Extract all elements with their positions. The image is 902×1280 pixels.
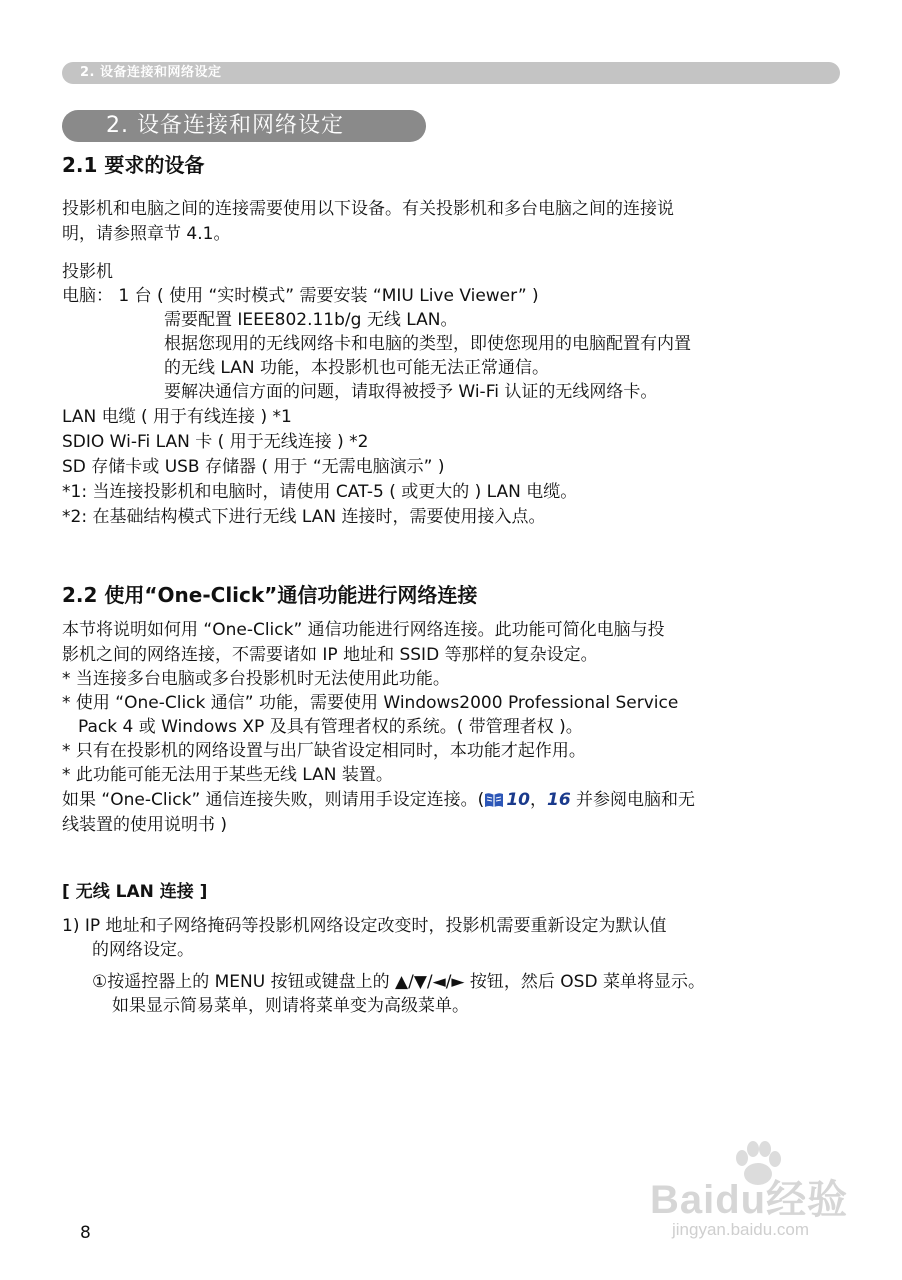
section-2-2-intro-line2: 影机之间的网络连接，不需要诸如 IP 地址和 SSID 等那样的复杂设定。 bbox=[62, 645, 598, 665]
item-sd-storage: SD 存储卡或 USB 存储器 ( 用于 “无需电脑演示” ) bbox=[62, 457, 445, 477]
substep-1-line1: ①按遥控器上的 MENU 按钮或键盘上的 ▲/▼/◄/► 按钮，然后 OSD 菜单将显示。 bbox=[92, 972, 705, 992]
note-requirements-line2: Pack 4 或 Windows XP 及具有管理者权的系统。( 带管理者权 )。 bbox=[78, 717, 583, 737]
fail-suffix: 并参阅电脑和无 bbox=[570, 790, 696, 810]
step-1-line1: 1) IP 地址和子网络掩码等投影机网络设定改变时，投影机需要重新设定为默认值 bbox=[62, 916, 667, 936]
note-requirements-line1: * 使用 “One-Click 通信” 功能，需要使用 Windows2000 Professional Service bbox=[62, 693, 679, 713]
book-icon bbox=[484, 791, 504, 815]
item-sdio-card: SDIO Wi-Fi LAN 卡 ( 用于无线连接 ) *2 bbox=[62, 432, 369, 452]
note-wireless-devices: * 此功能可能无法用于某些无线 LAN 装置。 bbox=[62, 765, 393, 785]
chapter-title: 2. 设备连接和网络设定 bbox=[106, 113, 344, 138]
reference-separator: ， bbox=[529, 790, 547, 810]
fail-prefix: 如果 “One-Click” 通信连接失败，则请用手设定连接。( bbox=[62, 790, 485, 810]
footnote-1: *1: 当连接投影机和电脑时，请使用 CAT-5 ( 或更大的 ) LAN 电缆。 bbox=[62, 482, 578, 502]
section-2-1-heading: 2.1 要求的设备 bbox=[62, 153, 205, 177]
pc-note-2: 根据您现用的无线网络卡和电脑的类型，即使您现用的电脑配置有内置 bbox=[164, 334, 691, 354]
pc-note-4: 要解决通信方面的问题，请取得被授予 Wi-Fi 认证的无线网络卡。 bbox=[164, 382, 658, 402]
fail-instruction-line2: 线装置的使用说明书 ) bbox=[62, 815, 228, 835]
page-reference-16[interactable]: 16 bbox=[546, 790, 571, 810]
section-2-1-intro-line1: 投影机和电脑之间的连接需要使用以下设备。有关投影机和多台电脑之间的连接说 bbox=[62, 199, 674, 219]
section-2-2-heading: 2.2 使用“One-Click”通信功能进行网络连接 bbox=[62, 583, 478, 607]
footnote-2: *2: 在基础结构模式下进行无线 LAN 连接时，需要使用接入点。 bbox=[62, 507, 546, 527]
watermark-brand: Baidu经验 bbox=[650, 1178, 849, 1222]
pc-note-1: 需要配置 IEEE802.11b/g 无线 LAN。 bbox=[164, 310, 458, 330]
note-multiple-devices: * 当连接多台电脑或多台投影机时无法使用此功能。 bbox=[62, 669, 450, 689]
substep-1-line2: 如果显示简易菜单，则请将菜单变为高级菜单。 bbox=[112, 996, 469, 1016]
watermark-url: jingyan.baidu.com bbox=[672, 1220, 810, 1239]
fail-instruction-line1 bbox=[62, 788, 695, 815]
pc-note-3: 的无线 LAN 功能，本投影机也可能无法正常通信。 bbox=[164, 358, 550, 378]
running-header-title: 2. 设备连接和网络设定 bbox=[80, 65, 222, 80]
step-1-line2: 的网络设定。 bbox=[92, 940, 194, 960]
item-pc: 电脑： 1 台 ( 使用 “实时模式” 需要安装 “MIU Live Viewer” ) bbox=[62, 286, 539, 306]
page-number: 8 bbox=[80, 1223, 91, 1243]
item-projector: 投影机 bbox=[62, 262, 113, 282]
wireless-lan-subheading: [ 无线 LAN 连接 ] bbox=[62, 882, 208, 902]
item-lan-cable: LAN 电缆 ( 用于有线连接 ) *1 bbox=[62, 407, 292, 427]
section-2-2-intro-line1: 本节将说明如何用 “One-Click” 通信功能进行网络连接。此功能可简化电脑与投 bbox=[62, 620, 665, 640]
section-2-1-intro-line2: 明，请参照章节 4.1。 bbox=[62, 224, 231, 244]
note-factory-default: * 只有在投影机的网络设置与出厂缺省设定相同时，本功能才起作用。 bbox=[62, 741, 586, 761]
page-reference-10[interactable]: 10 bbox=[506, 790, 530, 810]
